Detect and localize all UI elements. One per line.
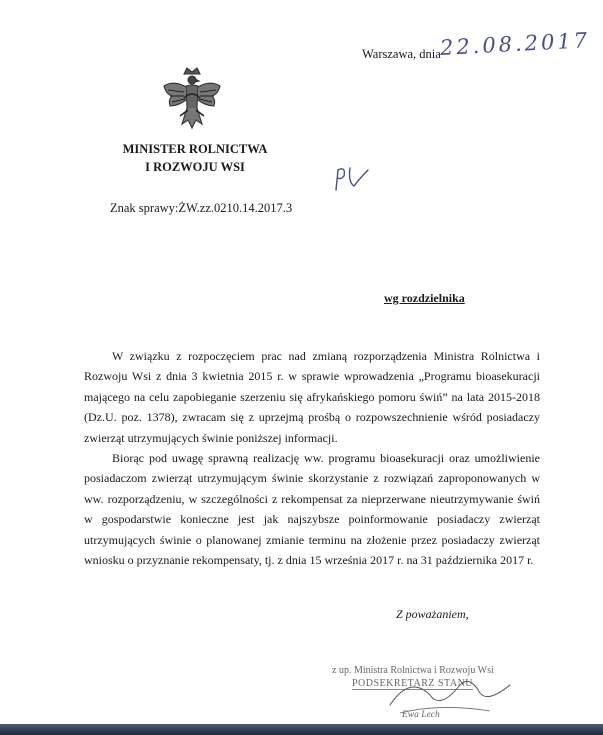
handwritten-date: 22.08.2017 — [439, 28, 591, 60]
bottom-bar — [0, 724, 603, 735]
handwritten-initials-icon — [330, 160, 374, 198]
place-date-label: Warszawa, dnia — [362, 47, 441, 61]
case-reference: Znak sprawy:ŻW.zz.0210.14.2017.3 — [110, 201, 293, 215]
closing-phrase: Z poważaniem, — [396, 607, 469, 621]
ministry-line2: I ROZWOJU WSI — [145, 160, 245, 174]
ministry-line1: MINISTER ROLNICTWA — [122, 142, 268, 156]
ministry-name — [100, 140, 290, 176]
signature-title-stamp: PODSEKRETARZ STANU — [352, 678, 474, 689]
signature-block — [330, 655, 530, 725]
signatory-name: Ewa Lech — [402, 710, 440, 720]
letter-body — [84, 346, 540, 570]
handwritten-signature-icon — [370, 655, 520, 725]
body-paragraph: Biorąc pod uwagę sprawną realizację ww. programu bioasekuracji oraz umożliwienie posiadaczom zwierząt utrzymującym świnie skorzystanie z rozwiązań zaproponowanych w ww. rozporządzeniu, w szczególności z rekompensat za nieprzerwane nieutrzymywanie świń w gospodarstwie konieczne jest jak najszybsze poinformowanie posiadaczy zwierząt utrzymujących świnie o planowanej zmianie terminu na złożenie przez posiadaczy zwierząt wniosku o przyznanie rekompensaty, tj. z dnia 15 września 2017 r. na 31 października 2017 r. — [84, 451, 540, 568]
recipient-line: wg rozdzielnika — [384, 291, 465, 305]
signature-authority-line: z up. Ministra Rolnictwa i Rozwoju Wsi — [332, 665, 494, 676]
body-paragraph: W związku z rozpoczęciem prac nad zmianą rozporządzenia Ministra Rolnictwa i Rozwoju Wsi z dnia 3 kwietnia 2015 r. w sprawie wprowadzenia „Programu bioasekuracji mającego na celu zapobieganie szerzeniu się afrykańskiego pomoru świń” na lata 2015-2018 (Dz.U. poz. 1378), zwracam się z uprzejmą prośbą o rozpowszechnienie wśród posiadaczy zwierząt utrzymujących świnie poniższej informacji. — [84, 349, 540, 445]
polish-eagle-emblem-icon — [160, 66, 224, 138]
